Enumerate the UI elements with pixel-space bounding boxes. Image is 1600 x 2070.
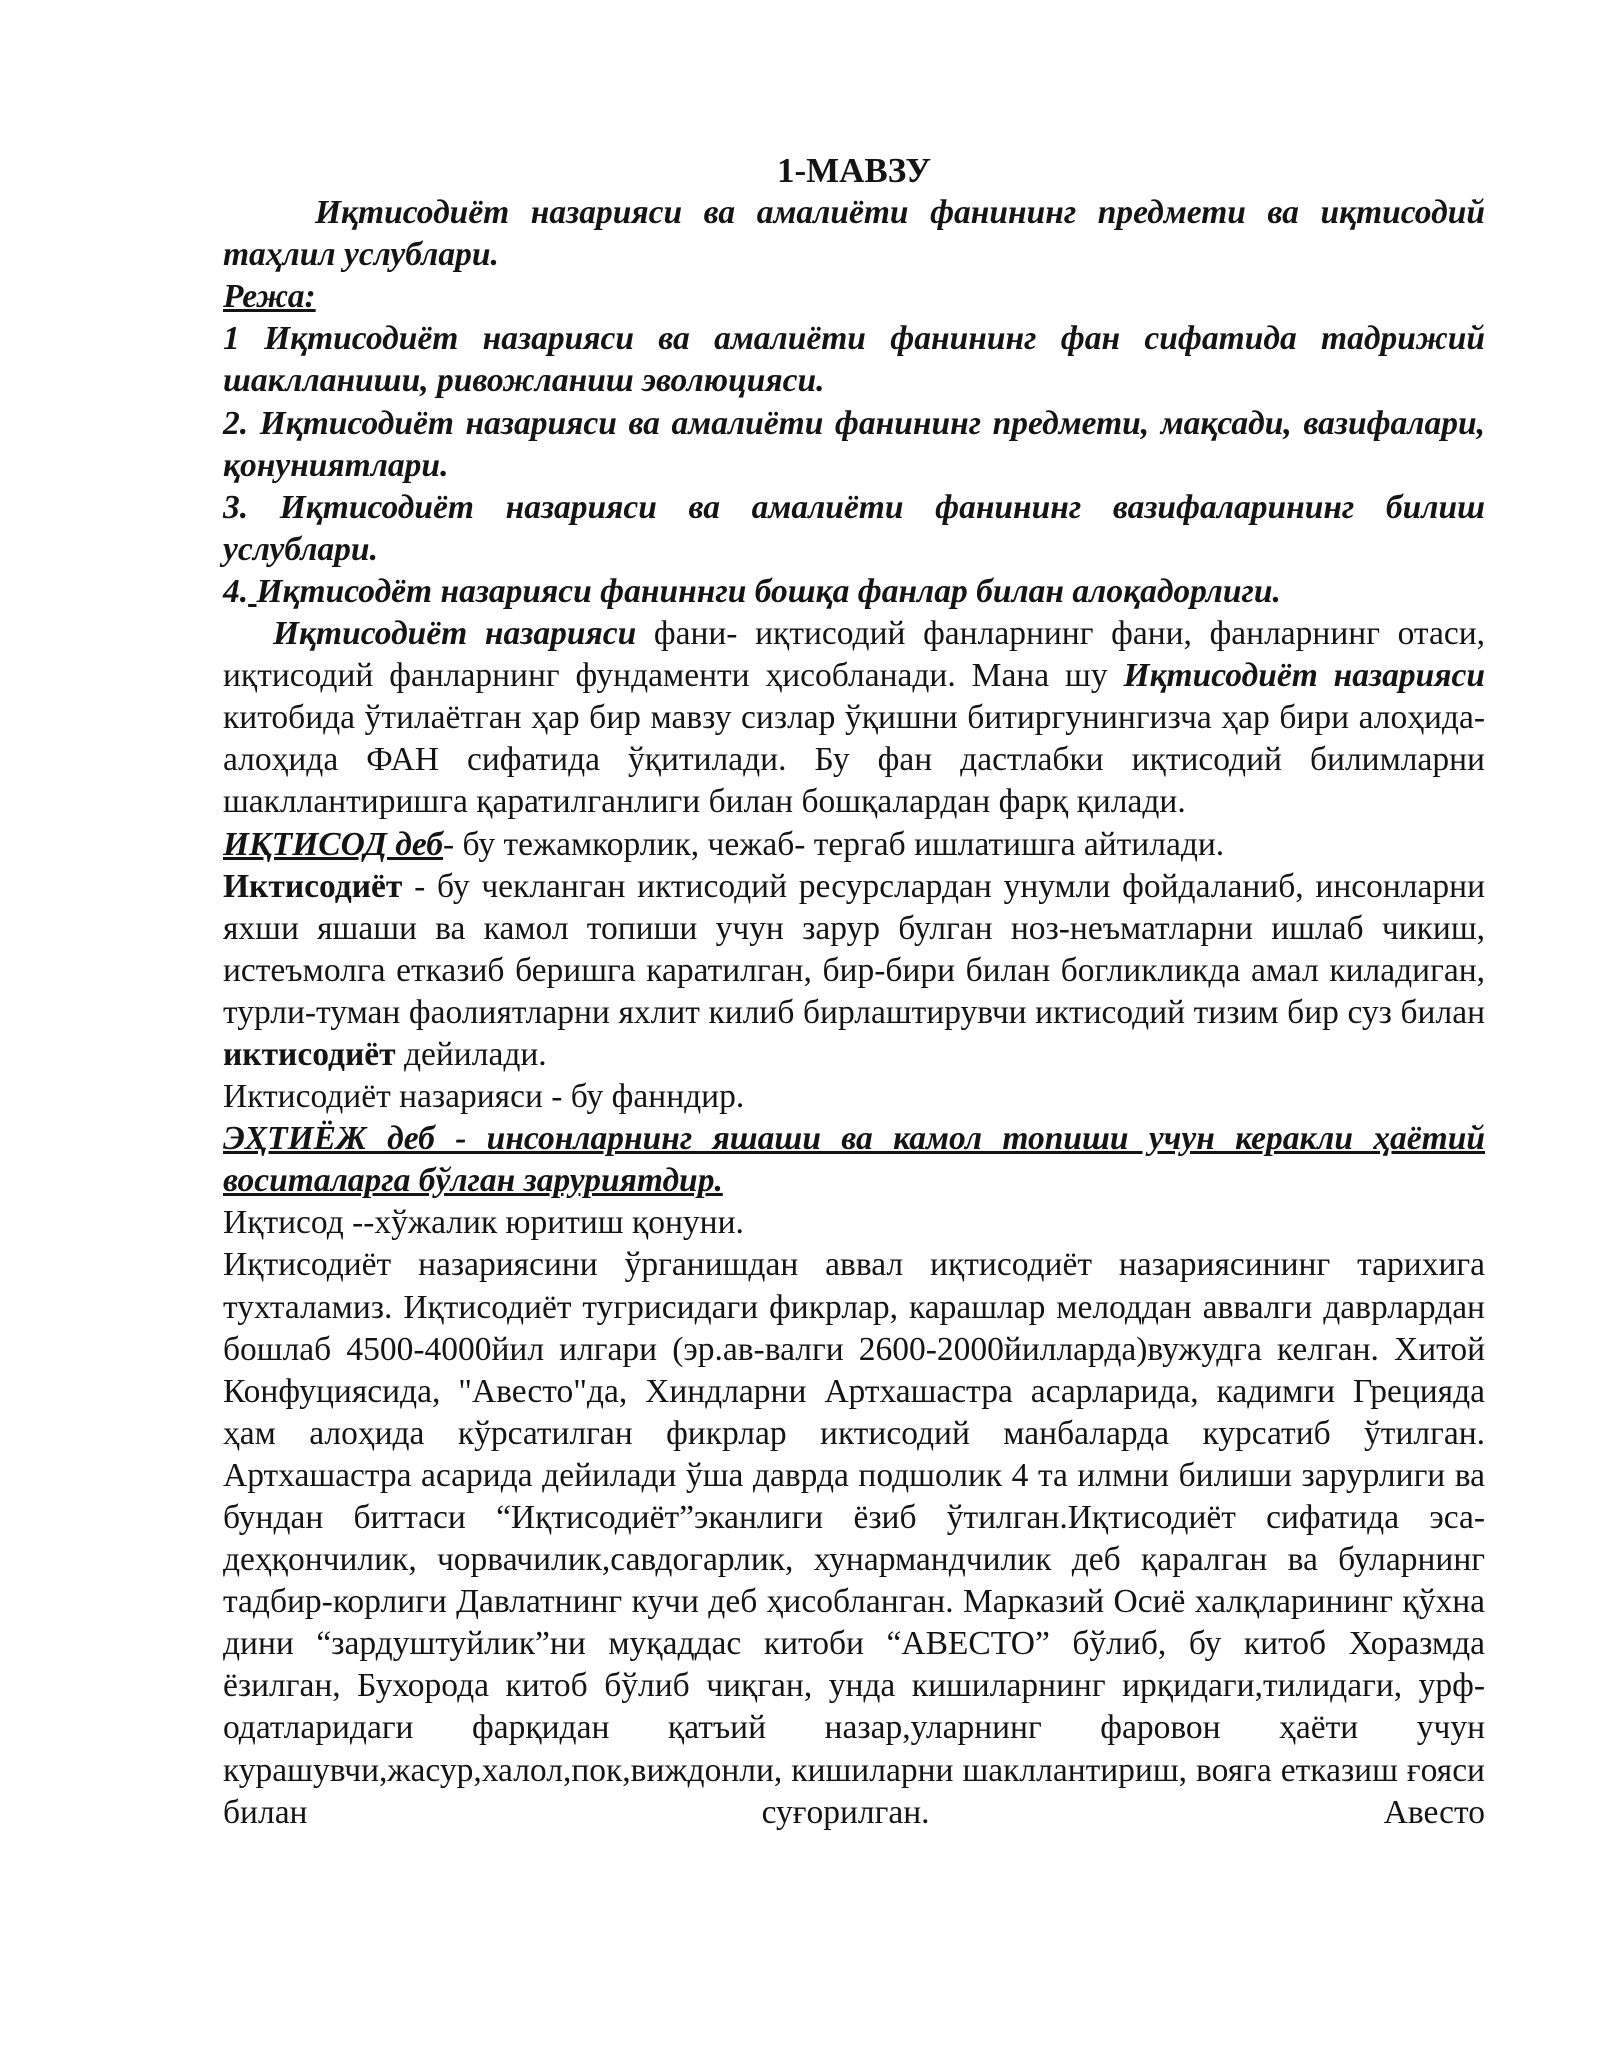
intro-text-1: фани- иқтисодий фанларнинг фани, фанларнинг отаси, иқтисодий фанларнинг фундаменти ҳисобланади. Мана шу [223, 615, 1485, 695]
intro-term-2: Иқтисодиёт назарияси [1123, 657, 1485, 695]
plan-item-4 [223, 571, 1485, 613]
iqtisod-definition [223, 824, 1485, 866]
iqtisod-law-line: Иқтисод --хўжалик юритиш қонуни. [223, 1204, 744, 1242]
nazariya-line: Иктисодиёт назарияси - бу фанндир. [223, 1078, 745, 1116]
document-title: 1-МАВЗУ [776, 151, 932, 190]
plan-item-3: 3. Иқтисодиёт назарияси ва амалиёти фанининг вазифаларининг билиш услублари. [223, 488, 1485, 568]
plan-label: Режа: [223, 278, 316, 316]
iqtisodiyot-definition [223, 866, 1485, 1076]
plan-item-4-text: Иқтисодёт назарияси фаниннги бошқа фанлар билан алоқадорлиги. [256, 572, 1281, 610]
plan-item-4-number: 4. [223, 572, 249, 610]
plan-item-2: 2. Иқтисодиёт назарияси ва амалиёти фанининг предмети, мақсади, вазифалари, қонуниятлари. [223, 404, 1485, 484]
plan-item-4-space [248, 573, 256, 610]
intro-text-2: китобида ўтилаётган ҳар бир мавзу сизлар ўқишни битиргунингизча ҳар бири алоҳида-алоҳида ФАН сифатида ўқитилади. Бу фан дастлабки иқтисодий билимларни шакллантиришга қаратилганлиги билан бошқалардан фарқ қилади. [223, 699, 1485, 821]
iqtisod-text: - бу тежамкорлик, чежаб- тергаб ишлатишга айтилади. [443, 825, 1225, 863]
document-subtitle: Иқтисодиёт назарияси ва амалиёти фанининг предмети ва иқтисодий таҳлил услублари. [223, 194, 1485, 274]
ehtiyoj-definition: ЭҲТИЁЖ деб - инсонларнинг яшаши ва камол топиши учун керакли ҳаётий воситаларга бўлган заруриятдир. [223, 1120, 1485, 1200]
iqtisodiyot-term-2: иктисодиёт [223, 1035, 396, 1073]
iqtisodiyot-text-1: - бу чекланган иктисодий ресурслардан унумли фойдаланиб, инсонларни яхши яшаши ва камол топиши учун зарур булган ноз-неъматларни ишлаб чикиш, истеъмолга етказиб беришга каратилган, бир-бири билан богликликда амал киладиган, турли-туман фаолиятларни яхлит килиб бирлаштирувчи иктисодий тизим бир суз билан [223, 867, 1485, 1031]
plan-item-1: 1 Иқтисодиёт назарияси ва амалиёти фанининг фан сифатида тадрижий шаклланиши, ривожланиш эволюцияси. [223, 320, 1485, 400]
iqtisod-term: ИҚТИСОД деб [223, 825, 444, 863]
intro-paragraph [223, 613, 1485, 823]
iqtisodiyot-text-2: дейилади. [395, 1035, 547, 1073]
iqtisodiyot-term: Иктисодиёт [223, 867, 403, 905]
intro-term-1: Иқтисодиёт назарияси [273, 615, 637, 653]
plan-heading [223, 276, 1485, 318]
history-paragraph: Иқтисодиёт назариясини ўрганишдан аввал иқтисодиёт назариясининг тарихига тухталамиз. Иқтисодиёт тугрисидаги фикрлар, карашлар мелоддан аввалги даврлардан бошлаб 4500-4000йил илгари (эр.ав-валги 2600-2000йилларда)вужудга келган. Хитой Конфуциясида, "Авесто"да, Хиндларни Артхашастра асарларида, кадимги Грецияда ҳам алоҳида кўрсатилган фикрлар иктисодий манбаларда курсатиб ўтилган. Артхашастра асарида дейилади ўша даврда подшолик 4 та илмни билиши зарурлиги ва бундан биттаси “Иқтисодиёт”эканлиги ёзиб ўтилган.Иқтисодиёт сифатида эса-деҳқончилик, чорвачилик,савдогарлик, хунармандчилик деб қаралган ва буларнинг тадбир-корлиги Давлатнинг кучи деб ҳисобланган. Марказий Осиё халқларининг қўхна дини “зардуштуйлик”ни муқаддас китоби “АВЕСТО” бўлиб, бу китоб Хоразмда ёзилган, Бухорода китоб бўлиб чиқган, унда кишиларнинг ирқидаги,тилидаги, урф-одатларидаги фарқидан қатъий назар,уларнинг фаровон ҳаёти учун курашувчи,жасур,халол,пок,виждонли, кишиларни шакллантириш, вояга етказиш ғояси билан суғорилган. Авесто [223, 1246, 1485, 1831]
document-page [223, 150, 1485, 1834]
